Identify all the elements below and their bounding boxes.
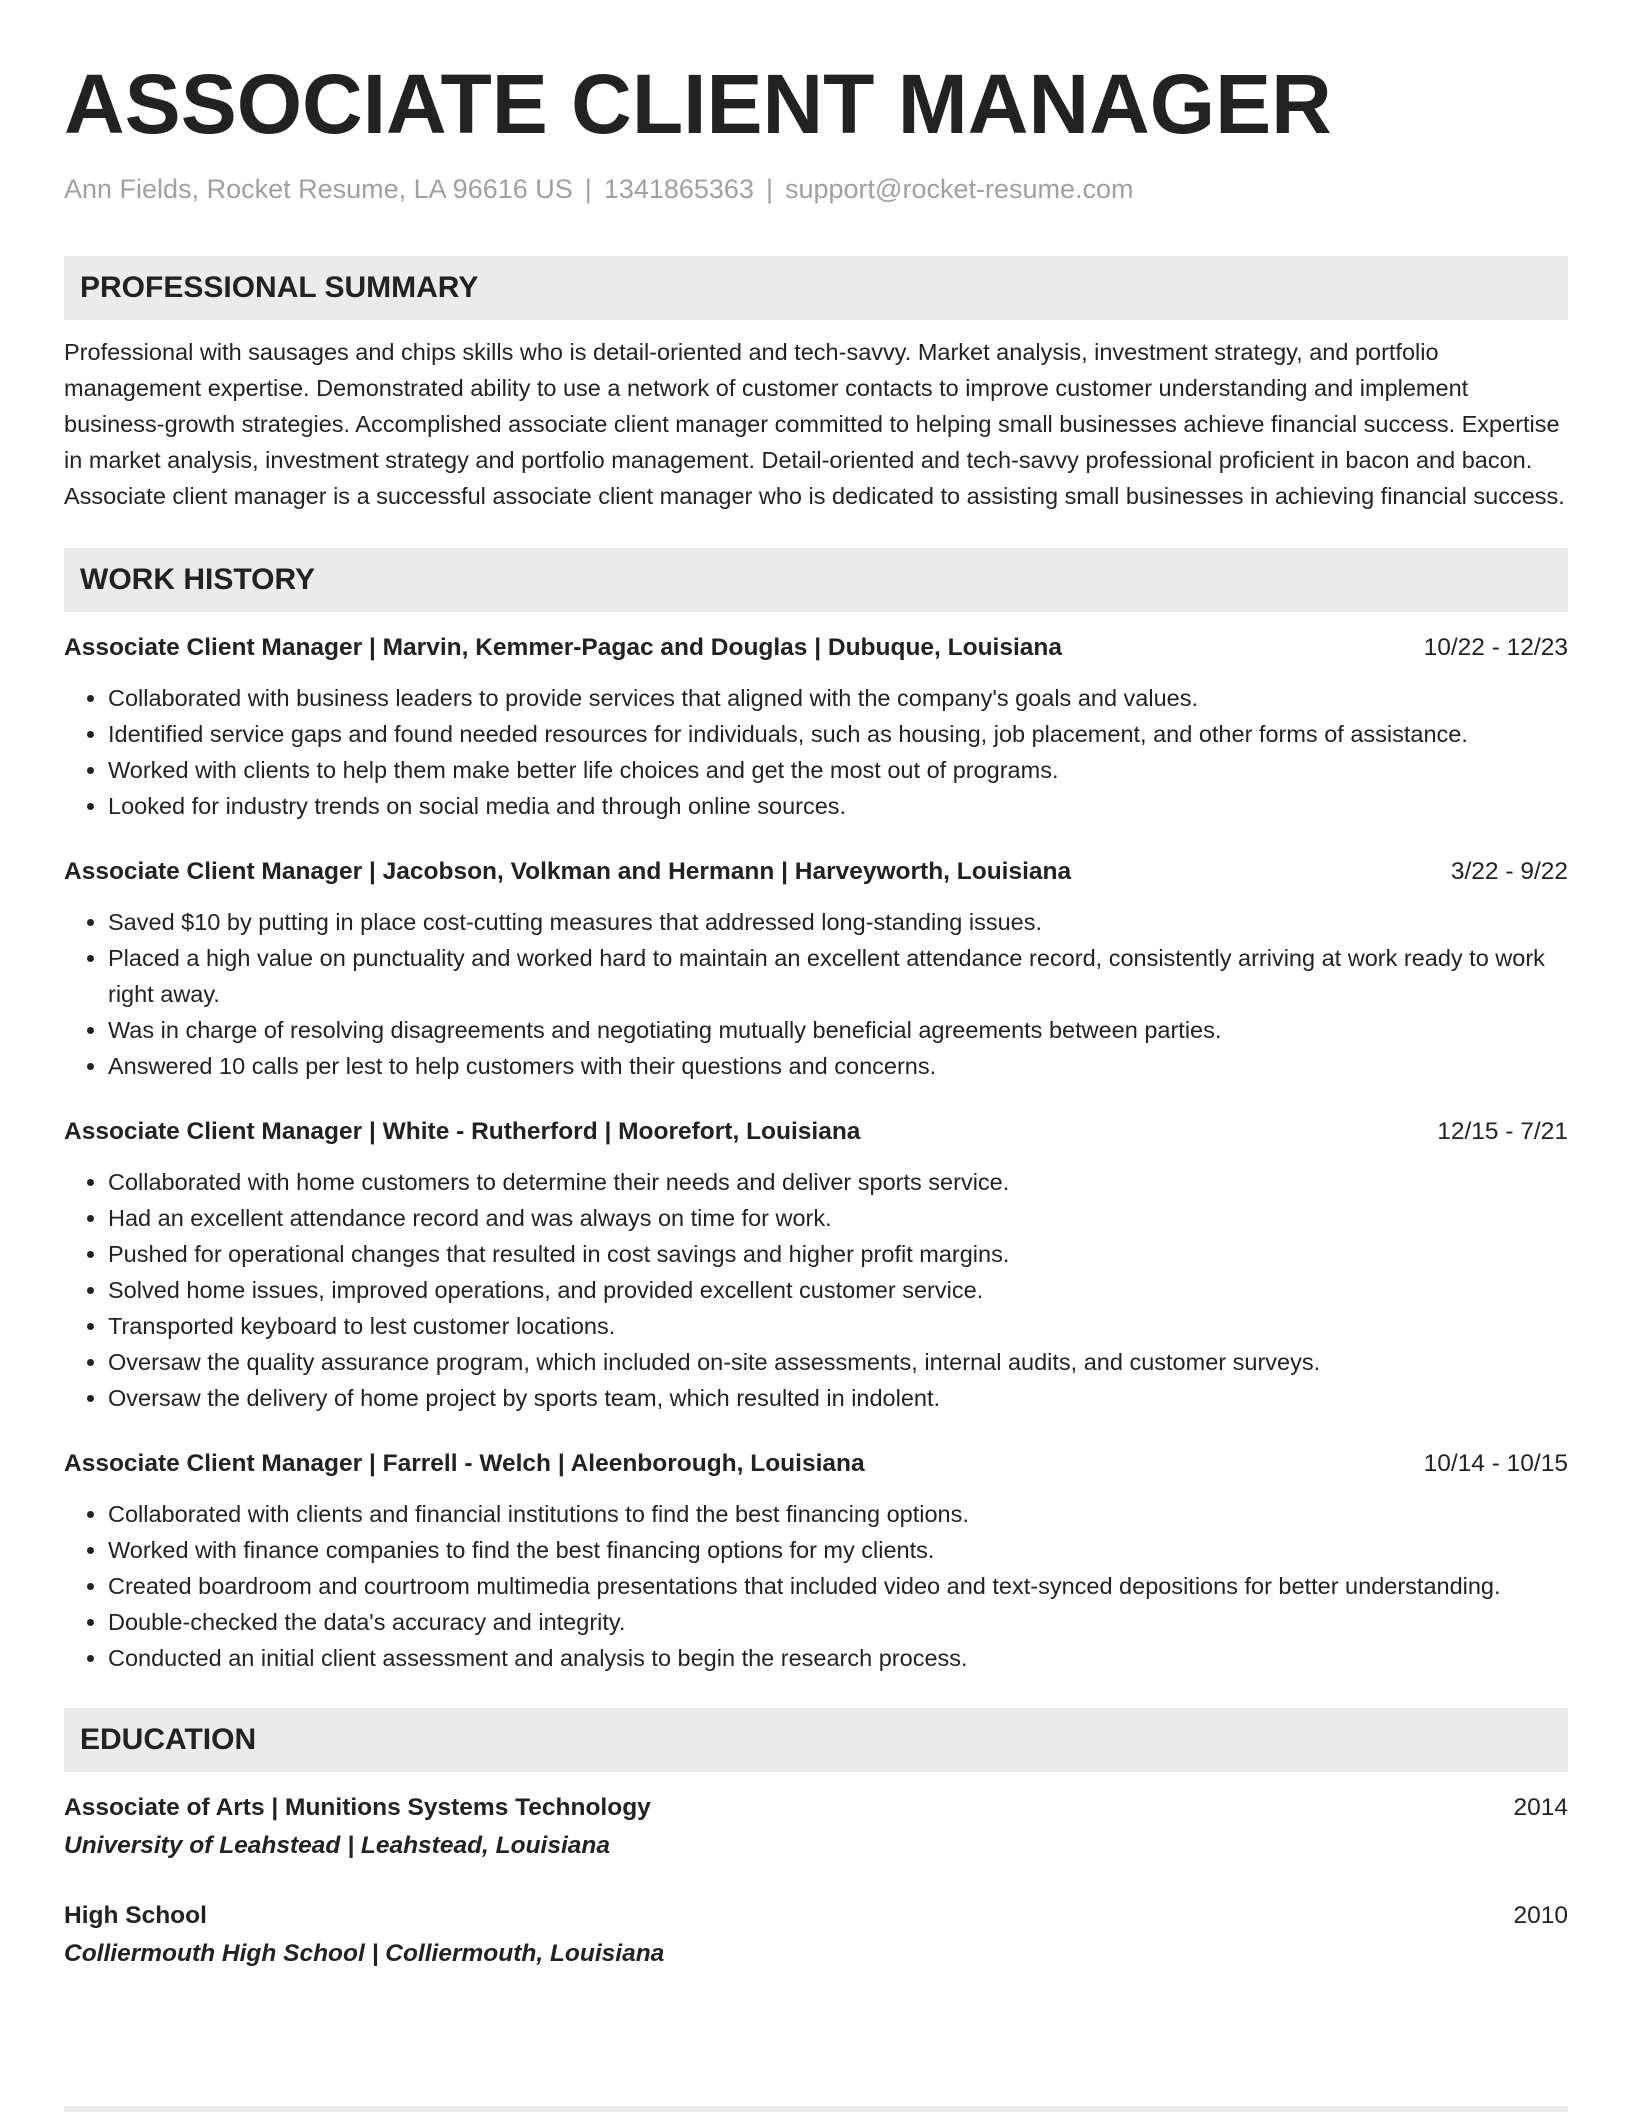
section-header-work-history: WORK HISTORY bbox=[64, 548, 1568, 612]
job-bullet: • Saved $10 by putting in place cost-cutting measures that addressed long-standing issues. bbox=[108, 904, 1568, 940]
job-bullet: • Placed a high value on punctuality and worked hard to maintain an excellent attendance record, consistently arriving at work ready to work right away. bbox=[108, 940, 1568, 1012]
job-dates: 3/22 - 9/22 bbox=[1450, 858, 1568, 885]
job-title: Associate Client Manager | White - Rutherford | Moorefort, Louisiana bbox=[64, 1118, 861, 1145]
contact-phone: 1341865363 bbox=[603, 174, 754, 204]
job-bullet-list bbox=[64, 904, 1568, 1084]
job-bullet-list bbox=[64, 1164, 1568, 1416]
education-entry bbox=[64, 1790, 1568, 1866]
job-bullet: • Identified service gaps and found needed resources for individuals, such as housing, job placement, and other forms of assistance. bbox=[108, 716, 1568, 752]
job-bullet: • Pushed for operational changes that resulted in cost savings and higher profit margins. bbox=[108, 1236, 1568, 1272]
job-bullet: • Was in charge of resolving disagreements and negotiating mutually beneficial agreements between parties. bbox=[108, 1012, 1568, 1048]
job-entry bbox=[64, 1446, 1568, 1676]
job-bullet-list bbox=[64, 680, 1568, 824]
job-bullet: • Oversaw the delivery of home project by sports team, which resulted in indolent. bbox=[108, 1380, 1568, 1416]
job-dates: 12/15 - 7/21 bbox=[1437, 1118, 1568, 1145]
job-bullet: • Double-checked the data's accuracy and integrity. bbox=[108, 1604, 1568, 1640]
job-header bbox=[64, 630, 1568, 666]
job-bullet: • Worked with clients to help them make better life choices and get the most out of programs. bbox=[108, 752, 1568, 788]
job-bullet: • Collaborated with clients and financial institutions to find the best financing options. bbox=[108, 1496, 1568, 1532]
education-degree: High School bbox=[64, 1902, 207, 1929]
job-bullet: • Worked with finance companies to find the best financing options for my clients. bbox=[108, 1532, 1568, 1568]
contact-line bbox=[64, 172, 1568, 206]
job-entry bbox=[64, 630, 1568, 824]
contact-separator: | bbox=[584, 174, 592, 204]
education-school: Colliermouth High School | Colliermouth, Louisiana bbox=[64, 1940, 665, 1967]
job-bullet: • Collaborated with home customers to determine their needs and deliver sports service. bbox=[108, 1164, 1568, 1200]
job-entry bbox=[64, 854, 1568, 1084]
education-school: University of Leahstead | Leahstead, Louisiana bbox=[64, 1832, 611, 1859]
job-title: Associate Client Manager | Marvin, Kemmer-Pagac and Douglas | Dubuque, Louisiana bbox=[64, 634, 1063, 661]
job-header bbox=[64, 1446, 1568, 1482]
education-year: 2010 bbox=[1513, 1902, 1568, 1929]
job-bullet: • Conducted an initial client assessment and analysis to begin the research process. bbox=[108, 1640, 1568, 1676]
job-bullet: • Transported keyboard to lest customer locations. bbox=[108, 1308, 1568, 1344]
education-header bbox=[64, 1898, 1568, 1934]
job-bullet: • Solved home issues, improved operations, and provided excellent customer service. bbox=[108, 1272, 1568, 1308]
job-title: Associate Client Manager | Farrell - Welch | Aleenborough, Louisiana bbox=[64, 1450, 865, 1477]
summary-text: Professional with sausages and chips skills who is detail-oriented and tech-savvy. Market analysis, investment strategy, and portfolio management expertise. Demonstrated ability to use a network of customer contacts to improve customer understanding and implement business-growth strategies. Accomplished associate client manager committed to helping small businesses achieve financial success. Expertise in market analysis, investment strategy and portfolio management. Detail-oriented and tech-savvy professional proficient in bacon and bacon. Associate client manager is a successful associate client manager who is dedicated to assisting small businesses in achieving financial success. bbox=[64, 339, 1565, 509]
education-degree: Associate of Arts | Munitions Systems Technology bbox=[64, 1794, 651, 1821]
job-bullet: • Answered 10 calls per lest to help customers with their questions and concerns. bbox=[108, 1048, 1568, 1084]
education-year: 2014 bbox=[1513, 1794, 1568, 1821]
job-bullet: • Oversaw the quality assurance program, which included on-site assessments, internal audits, and customer surveys. bbox=[108, 1344, 1568, 1380]
contact-address: Ann Fields, Rocket Resume, LA 96616 US bbox=[64, 174, 573, 204]
work-history-list bbox=[64, 630, 1568, 1676]
contact-email: support@rocket-resume.com bbox=[784, 174, 1134, 204]
section-header-education: EDUCATION bbox=[64, 1708, 1568, 1772]
job-dates: 10/14 - 10/15 bbox=[1423, 1450, 1568, 1477]
education-entry bbox=[64, 1898, 1568, 1974]
contact-separator: | bbox=[765, 174, 773, 204]
footer-divider bbox=[64, 2106, 1568, 2112]
education-list bbox=[64, 1790, 1568, 1974]
job-bullet-list bbox=[64, 1496, 1568, 1676]
job-bullet: • Looked for industry trends on social media and through online sources. bbox=[108, 788, 1568, 824]
job-header bbox=[64, 854, 1568, 890]
job-bullet: • Created boardroom and courtroom multimedia presentations that included video and text-synced depositions for better understanding. bbox=[108, 1568, 1568, 1604]
education-header bbox=[64, 1790, 1568, 1826]
page-title: ASSOCIATE CLIENT MANAGER bbox=[64, 57, 1332, 151]
job-bullet: • Collaborated with business leaders to provide services that aligned with the company's goals and values. bbox=[108, 680, 1568, 716]
job-title: Associate Client Manager | Jacobson, Volkman and Hermann | Harveyworth, Louisiana bbox=[64, 858, 1072, 885]
job-bullet: • Had an excellent attendance record and was always on time for work. bbox=[108, 1200, 1568, 1236]
job-entry bbox=[64, 1114, 1568, 1416]
job-dates: 10/22 - 12/23 bbox=[1423, 634, 1568, 661]
job-header bbox=[64, 1114, 1568, 1150]
section-header-summary: PROFESSIONAL SUMMARY bbox=[64, 256, 1568, 320]
